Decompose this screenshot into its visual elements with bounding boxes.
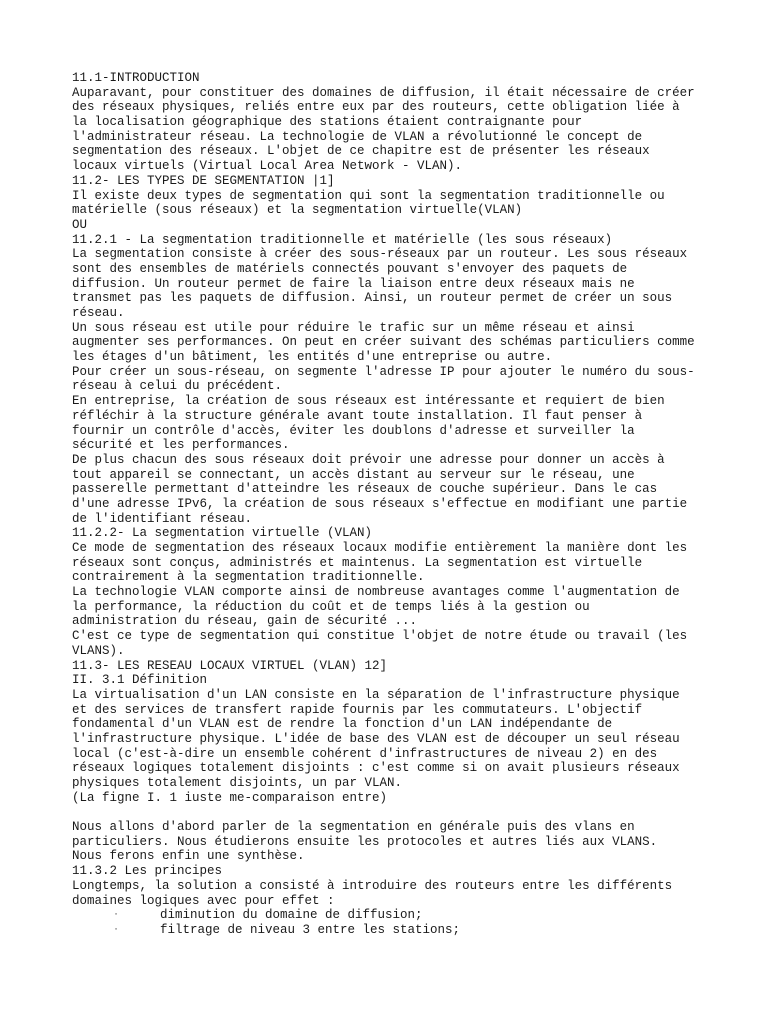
text-line: VLANS). (72, 643, 125, 658)
text-line: Il existe deux types de segmentation qui sont la segmentation traditionnelle ou (72, 188, 665, 203)
text-line: et des services de transfert rapide fournis par les commutateurs. L'objectif (72, 702, 643, 717)
text-line: augmenter ses performances. On peut en créer suivant des schémas particuliers comme (72, 335, 695, 350)
text-line: Un sous réseau est utile pour réduire le trafic sur un même réseau et ainsi (72, 320, 635, 335)
text-line: transmet pas les paquets de diffusion. Ainsi, un routeur permet de créer un sous (72, 291, 673, 306)
text-line: des réseaux physiques, reliés entre eux par des routeurs, cette obligation liée à (72, 100, 680, 115)
text-line: Longtemps, la solution a consisté à introduire des routeurs entre les différents (72, 878, 673, 893)
text-line: l'infrastructure physique. L'idée de base des VLAN est de découper un seul réseau (72, 731, 680, 746)
text-line: 11.2- LES TYPES DE SEGMENTATION |1] (72, 173, 335, 188)
text-line: d'une adresse IPv6, la création de sous réseaux s'effectue en modifiant une partie (72, 496, 688, 511)
bullet-list (72, 908, 708, 937)
bullet-icon: · (113, 910, 119, 920)
list-item (72, 923, 708, 938)
list-item-text: diminution du domaine de diffusion; (160, 908, 423, 923)
text-line: 11.3- LES RESEAU LOCAUX VIRTUEL (VLAN) 12] (72, 658, 388, 673)
text-line: réseaux logiques totalement disjoints : c'est comme si on avait plusieurs réseaux (72, 761, 680, 776)
text-line: local (c'est-à-dire un ensemble cohérent d'infrastructures de niveau 2) en des (72, 746, 658, 761)
text-line: segmentation des réseaux. L'objet de ce chapitre est de présenter les réseaux (72, 144, 650, 159)
text-line: Pour créer un sous-réseau, on segmente l'adresse IP pour ajouter le numéro du sous- (72, 364, 695, 379)
text-line: la performance, la réduction du coût et de temps liés à la gestion ou (72, 599, 590, 614)
text-line: réseau à celui du précédent. (72, 379, 283, 394)
text-line: de l'identifiant réseau. (72, 511, 253, 526)
text-line: l'administrateur réseau. La technologie de VLAN a révolutionné le concept de (72, 129, 643, 144)
text-line: sont des ensembles de matériels connectés pouvant s'envoyer des paquets de (72, 261, 628, 276)
list-item (72, 908, 708, 923)
text-line: En entreprise, la création de sous réseaux est intéressante et requiert de bien (72, 394, 665, 409)
text-line: sécurité et les performances. (72, 438, 290, 453)
text-line: De plus chacun des sous réseaux doit prévoir une adresse pour donner un accès à (72, 452, 665, 467)
text-line: II. 3.1 Définition (72, 673, 208, 688)
text-line: (La figne I. 1 iuste me-comparaison entre) (72, 790, 388, 805)
text-line: locaux virtuels (Virtual Local Area Network - VLAN). (72, 159, 463, 174)
text-line: domaines logiques avec pour effet : (72, 893, 335, 908)
text-line: les étages d'un bâtiment, les entités d'une entreprise ou autre. (72, 350, 553, 365)
text-line: La segmentation consiste à créer des sous-réseaux par un routeur. Les sous réseaux (72, 247, 688, 262)
text-line: OU (72, 217, 88, 232)
text-line: La technologie VLAN comporte ainsi de nombreuse avantages comme l'augmentation de (72, 585, 680, 600)
text-line: fondamental d'un VLAN est de rendre la fonction d'un LAN indépendante de (72, 717, 613, 732)
text-line: passerelle permettant d'atteindre les réseaux de couche supérieur. Dans le cas (72, 482, 658, 497)
text-line: 11.2.1 - La segmentation traditionnelle et matérielle (les sous réseaux) (72, 232, 613, 247)
list-item-text: filtrage de niveau 3 entre les stations; (160, 922, 461, 937)
text-line: Nous allons d'abord parler de la segmentation en générale puis des vlans en (72, 820, 635, 835)
text-line: particuliers. Nous étudierons ensuite les protocoles et autres liés aux VLANS. (72, 834, 658, 849)
text-line: physiques totalement disjoints, un par VLAN. (72, 776, 403, 790)
text-line: contrairement à la segmentation traditionnelle. (72, 570, 425, 585)
text-line: 11.2.2- La segmentation virtuelle (VLAN) (72, 526, 373, 541)
text-line: Ce mode de segmentation des réseaux locaux modifie entièrement la manière dont les (72, 541, 688, 555)
text-line: La virtualisation d'un LAN consiste en la séparation de l'infrastructure physique (72, 687, 680, 702)
text-line: C'est ce type de segmentation qui constitue l'objet de notre étude ou travail (les (72, 629, 688, 644)
text-line: réfléchir à la structure générale avant toute installation. Il faut penser à (72, 408, 643, 423)
text-line: Auparavant, pour constituer des domaines de diffusion, il était nécessaire de créer (72, 85, 695, 100)
text-line: réseaux sont conçus, administrés et maintenus. La segmentation est virtuelle (72, 555, 643, 570)
text-line: diffusion. Un routeur permet de faire la liaison entre deux réseaux mais ne (72, 276, 635, 291)
text-line: administration du réseau, gain de sécurité ... (72, 614, 418, 629)
text-line (72, 805, 708, 820)
text-line: la localisation géographique des stations étaient contraignante pour (72, 115, 583, 130)
text-line: Nous ferons enfin une synthèse. (72, 849, 305, 864)
text-line: réseau. (72, 306, 125, 320)
text-line: 11.1-INTRODUCTION (72, 71, 200, 85)
text-line: fournir un contrôle d'accès, éviter les doublons d'adresse et surveiller la (72, 423, 635, 438)
bullet-icon: · (113, 924, 119, 934)
document-body (72, 71, 708, 908)
text-line: tout appareil se connectant, un accès distant au serveur sur le réseau, une (72, 467, 635, 482)
text-line: matérielle (sous réseaux) et la segmentation virtuelle(VLAN) (72, 203, 523, 218)
text-line: 11.3.2 Les principes (72, 864, 223, 879)
